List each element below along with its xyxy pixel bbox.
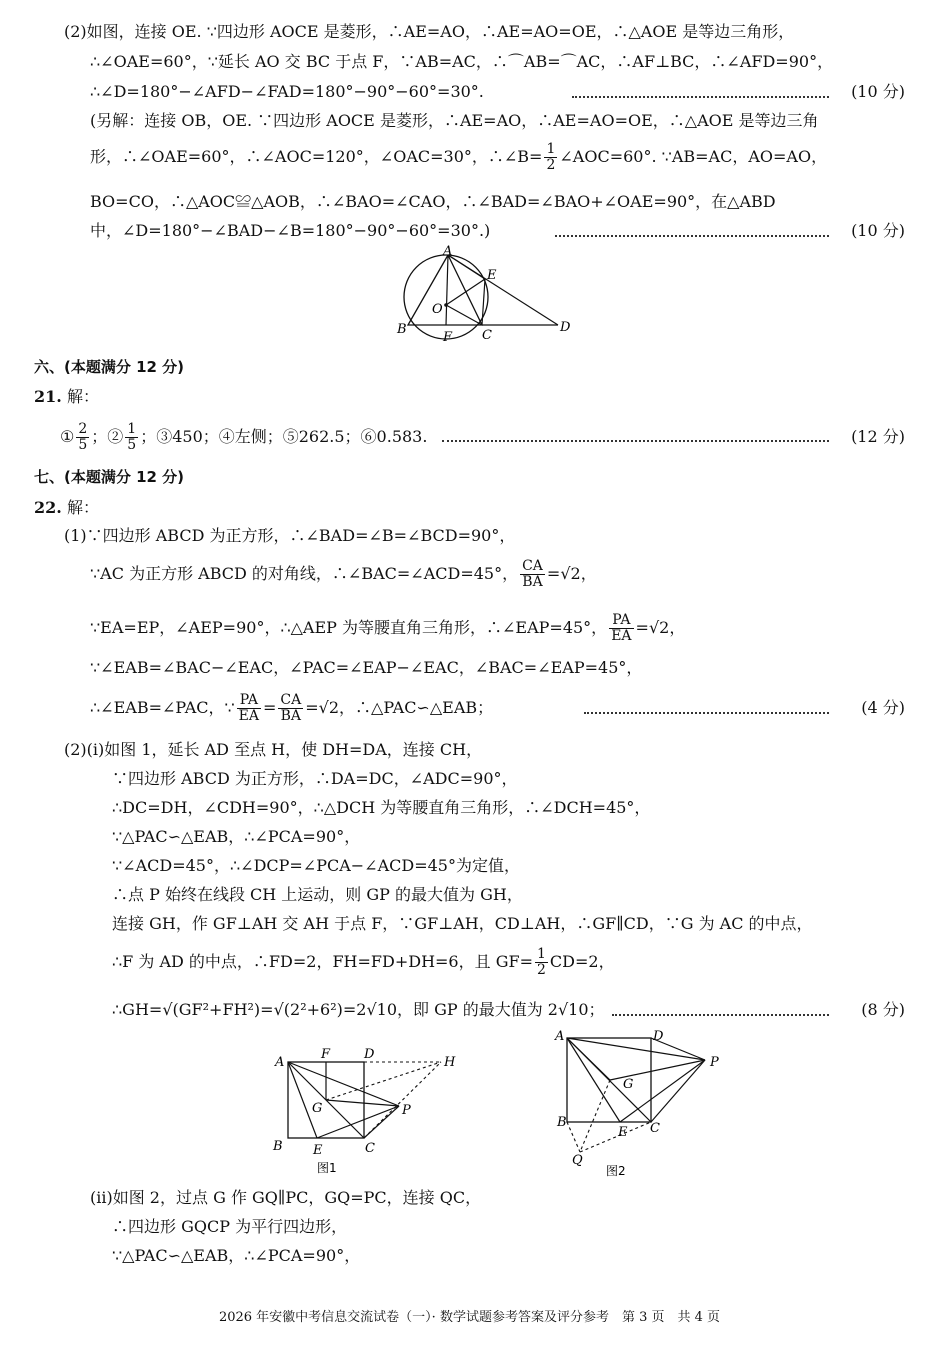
fig1-label-g: G xyxy=(312,1101,323,1116)
text-run: =√2， xyxy=(546,564,597,583)
text-run: ∵AC 为正方形 ABCD 的对角线，∴∠BAC=∠ACD=45°， xyxy=(90,564,519,583)
denominator: 2 xyxy=(546,157,556,173)
denominator: 2 xyxy=(536,962,546,978)
text-run: CD=2， xyxy=(549,952,615,971)
fig1-label-p: P xyxy=(402,1103,411,1118)
fraction xyxy=(237,693,261,724)
fig-label-e: E xyxy=(487,268,497,283)
leader-dots xyxy=(555,235,829,237)
page-footer: 2026 年安徽中考信息交流试卷（一）· 数学试题参考答案及评分参考 第 3 页 共 4 页 xyxy=(218,1310,721,1325)
q22-part2-line-3: ∴DC=DH，∠CDH=90°，∴△DCH 为等腰直角三角形，∴∠DCH=45°， xyxy=(112,798,651,817)
fig2-label-d: D xyxy=(653,1029,664,1044)
q22-part2-line-1: (2)(i)如图 1，延长 AD 至点 H，使 DH=DA，连接 CH， xyxy=(64,740,483,759)
solution-label: 解： xyxy=(66,498,99,517)
leader-dots xyxy=(584,712,829,714)
text-run: ；② xyxy=(91,427,124,446)
q20-alt-line-4: 中，∠D=180°−∠BAD−∠B=180°−90°−60°=30°.) xyxy=(90,221,491,240)
section-six-title: 六、(本题满分 12 分) xyxy=(34,358,185,376)
q22-part2-line-6: ∴点 P 始终在线段 CH 上运动，则 GP 的最大值为 GH， xyxy=(112,885,523,904)
fig2-label-c: C xyxy=(650,1121,660,1136)
solution-label: 解： xyxy=(66,387,99,406)
fig2-label-p: P xyxy=(710,1055,719,1070)
fig-label-c: C xyxy=(482,328,492,343)
fig-label-b: B xyxy=(397,322,407,337)
fraction xyxy=(125,422,138,453)
q22-part1-line-5 xyxy=(90,690,493,726)
fraction xyxy=(278,693,303,724)
text-run: =√2，∴△PAC∽△EAB； xyxy=(305,698,494,717)
circle-figure xyxy=(390,245,580,345)
denominator: EA xyxy=(611,628,632,644)
figure-1 xyxy=(265,1040,475,1180)
fig1-label-e: E xyxy=(313,1143,323,1158)
fig1-caption: 图1 xyxy=(317,1161,337,1175)
q22-part2-line-8 xyxy=(112,944,615,980)
fig1-label-d: D xyxy=(364,1047,375,1062)
text-run: ∴F 为 AD 的中点，∴FD=2，FH=FD+DH=6，且 GF= xyxy=(112,952,533,971)
text-run: ① xyxy=(60,427,75,446)
fig-label-o: O xyxy=(432,302,443,317)
q22-part2-line-4: ∵△PAC∽△EAB，∴∠PCA=90°， xyxy=(112,827,361,846)
q20-line-3: ∴∠D=180°−∠AFD−∠FAD=180°−90°−60°=30°. xyxy=(90,82,484,101)
fig-label-d: D xyxy=(560,320,571,335)
text-run: ∠AOC=60°. ∵AB=AC，AO=AO， xyxy=(559,147,828,166)
score-mark: (12 分) xyxy=(851,427,905,446)
numerator: PA xyxy=(609,613,633,629)
section-seven-title: 七、(本题满分 12 分) xyxy=(34,468,185,486)
fraction xyxy=(520,559,545,590)
fig2-label-e: E xyxy=(618,1125,628,1140)
q20-line-1: (2)如图，连接 OE. ∵四边形 AOCE 是菱形，∴AE=AO，∴AE=AO=OE，∴△AOE 是等边三角形， xyxy=(64,22,795,41)
denominator: BA xyxy=(522,574,543,590)
fig1-label-a: A xyxy=(275,1055,285,1070)
q22-part2ii-line-3: ∵△PAC∽△EAB，∴∠PCA=90°， xyxy=(112,1246,361,1265)
score-mark: (10 分) xyxy=(851,82,905,101)
numerator: 2 xyxy=(78,421,88,437)
q22-part2ii-line-1: (ii)如图 2，过点 G 作 GQ∥PC，GQ=PC，连接 QC， xyxy=(90,1188,482,1207)
fig2-label-g: G xyxy=(623,1077,634,1092)
leader-dots xyxy=(612,1014,829,1016)
fig1-label-f: F xyxy=(321,1047,331,1062)
q20-alt-line-1: (另解：连接 OB，OE. ∵四边形 AOCE 是菱形，∴AE=AO，∴AE=AO=OE，∴△AOE 是等边三角 xyxy=(90,111,819,130)
leader-dots xyxy=(572,96,829,98)
q22-header xyxy=(34,498,99,518)
question-number: 22. xyxy=(34,498,62,517)
text-run: ∵EA=EP，∠AEP=90°，∴△AEP 为等腰直角三角形，∴∠EAP=45°， xyxy=(90,618,608,637)
numerator: PA xyxy=(237,693,261,709)
q22-part2ii-line-2: ∴四边形 GQCP 为平行四边形， xyxy=(112,1217,348,1236)
score-mark: (4 分) xyxy=(861,698,905,717)
text-run: 形，∴∠OAE=60°，∴∠AOC=120°，∠OAC=30°，∴∠B= xyxy=(90,147,543,166)
fig2-caption: 图2 xyxy=(606,1164,626,1178)
denominator: 5 xyxy=(127,437,137,453)
score-mark: (10 分) xyxy=(851,221,905,240)
fig1-label-b: B xyxy=(273,1139,283,1154)
fraction xyxy=(76,422,89,453)
q20-alt-line-3: BO=CO，∴△AOC≌△AOB，∴∠BAO=∠CAO，∴∠BAD=∠BAO+∠OAE=90°，在△ABD xyxy=(90,192,776,211)
figure-2 xyxy=(550,1022,740,1184)
text-run: ；③450；④左侧；⑤262.5；⑥0.583. xyxy=(140,427,428,446)
q22-part1-line-3 xyxy=(90,610,685,646)
fig2-label-b: B xyxy=(557,1115,567,1130)
numerator: 1 xyxy=(546,141,556,157)
numerator: CA xyxy=(280,692,302,708)
q20-alt-line-2 xyxy=(90,140,827,174)
fig2-label-a: A xyxy=(555,1029,565,1044)
text-run: =√2， xyxy=(635,618,686,637)
denominator: BA xyxy=(280,708,302,724)
score-mark: (8 分) xyxy=(861,1000,905,1019)
denominator: 5 xyxy=(78,437,88,453)
text-run: ∴∠EAB=∠PAC，∵ xyxy=(90,698,235,717)
fraction xyxy=(544,142,557,173)
numerator: 1 xyxy=(127,421,137,437)
numerator: CA xyxy=(522,558,543,574)
q22-part1-line-4: ∵∠EAB=∠BAC−∠EAC，∠PAC=∠EAP−∠EAC，∠BAC=∠EAP=45°， xyxy=(90,658,643,677)
numerator: 1 xyxy=(536,946,546,962)
question-number: 21. xyxy=(34,387,62,406)
q21-header xyxy=(34,387,99,407)
q20-line-2: ∴∠OAE=60°，∵延长 AO 交 BC 于点 F，∵AB=AC，∴⌒AB=⌒AC，∴AF⊥BC，∴∠AFD=90°， xyxy=(90,52,834,71)
q22-part2-line-5: ∵∠ACD=45°，∴∠DCP=∠PCA−∠ACD=45°为定值， xyxy=(112,856,520,875)
fraction xyxy=(535,947,548,978)
denominator: EA xyxy=(238,708,260,724)
fig1-label-c: C xyxy=(365,1141,375,1156)
fig-label-f: F xyxy=(443,330,453,345)
leader-dots xyxy=(442,440,829,442)
q22-part1-line-2 xyxy=(90,556,597,592)
fig2-label-q: Q xyxy=(572,1153,583,1168)
text-run: = xyxy=(263,698,277,717)
q22-part2-line-2: ∵四边形 ABCD 为正方形，∴DA=DC，∠ADC=90°， xyxy=(112,769,518,788)
fig-label-a: A xyxy=(443,245,453,259)
fig1-label-h: H xyxy=(444,1055,456,1070)
fraction xyxy=(609,613,633,644)
q22-part1-line-1: (1)∵四边形 ABCD 为正方形，∴∠BAD=∠B=∠BCD=90°， xyxy=(64,526,516,545)
q22-part2-line-7: 连接 GH，作 GF⊥AH 交 AH 于点 F，∵GF⊥AH，CD⊥AH，∴GF∥CD，∵G 为 AC 的中点， xyxy=(112,914,813,933)
q21-answers xyxy=(60,420,427,454)
q22-part2-line-9: ∴GH=√(GF²+FH²)=√(2²+6²)=2√10，即 GP 的最大值为 2√10； xyxy=(112,1000,605,1019)
